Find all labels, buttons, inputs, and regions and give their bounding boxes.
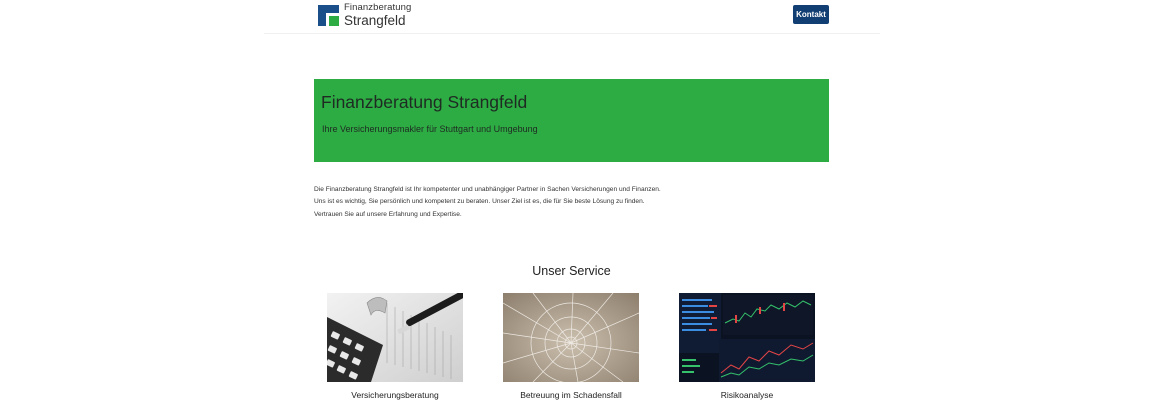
service-card-schadensfall[interactable]	[503, 293, 639, 400]
service-label[interactable]: Risikoanalyse	[720, 390, 774, 400]
service-card-versicherungsberatung[interactable]	[327, 293, 463, 400]
logo-text	[344, 3, 411, 27]
intro-line-1: Die Finanzberatung Strangfeld ist Ihr kompetenter und unabhängiger Partner in Sachen Versicherungen und Finanzen.	[314, 186, 661, 193]
logo-mark-icon	[318, 5, 339, 26]
stock-chart-screens-image	[679, 293, 815, 382]
contact-button[interactable]: Kontakt	[793, 5, 829, 24]
logo-line2: Strangfeld	[344, 12, 406, 28]
service-card-risikoanalyse[interactable]	[679, 293, 815, 400]
calculator-pen-image	[327, 293, 463, 382]
site-header	[264, 0, 880, 34]
hero-subtitle: Ihre Versicherungsmakler für Stuttgart und Umgebung	[322, 124, 538, 134]
hero-banner	[314, 79, 829, 162]
service-label[interactable]: Versicherungsberatung	[351, 390, 439, 400]
intro-text	[314, 184, 834, 221]
intro-line-3: Vertrauen Sie auf unsere Erfahrung und Expertise.	[314, 210, 462, 218]
broken-glass-image	[503, 293, 639, 382]
intro-line-2: Uns ist es wichtig, Sie persönlich und kompetent zu beraten. Unser Ziel ist es, die für Sie beste Lösung zu finden.	[314, 198, 645, 206]
logo-line1: Finanzberatung	[344, 2, 412, 13]
hero-title: Finanzberatung Strangfeld	[321, 92, 528, 112]
services-title: Unser Service	[532, 264, 611, 278]
service-label[interactable]: Betreuung im Schadensfall	[520, 390, 622, 400]
logo[interactable]	[318, 3, 411, 27]
